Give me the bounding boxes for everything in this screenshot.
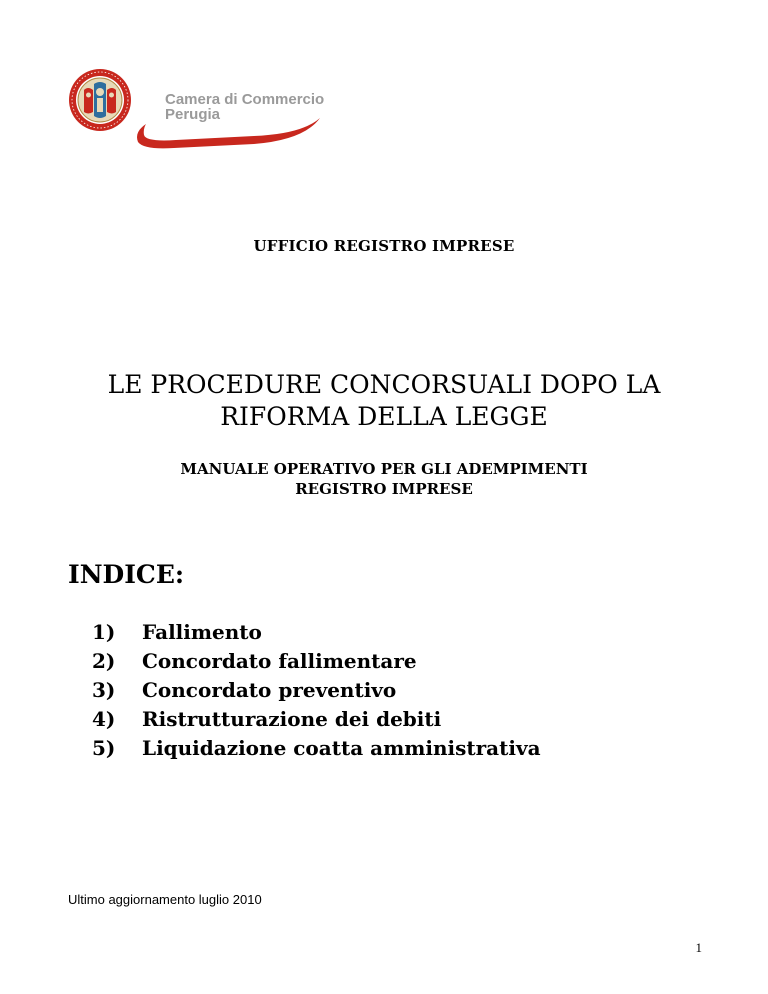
organization-name-line1: Camera di Commercio [165, 91, 325, 108]
last-update-note: Ultimo aggiornamento luglio 2010 [68, 892, 262, 907]
index-item-label: Liquidazione coatta amministrativa [142, 736, 541, 760]
index-item-number: 2) [92, 649, 116, 673]
document-title-line1: LE PROCEDURE CONCORSUALI DOPO LA [107, 370, 661, 399]
seal-logo [68, 68, 132, 132]
logo-swoosh [134, 118, 324, 152]
index-item-number: 1) [92, 620, 116, 644]
index-item [92, 676, 541, 705]
document-subtitle-line1: MANUALE OPERATIVO PER GLI ADEMPIMENTI [180, 460, 588, 478]
index-item [92, 618, 541, 647]
document-subtitle [0, 459, 768, 499]
index-item-label: Fallimento [142, 620, 262, 644]
office-heading: UFFICIO REGISTRO IMPRESE [253, 237, 515, 255]
index-item [92, 705, 541, 734]
chamber-logo [68, 68, 324, 154]
index-item [92, 647, 541, 676]
index-item-label: Concordato fallimentare [142, 649, 417, 673]
index-item-label: Ristrutturazione dei debiti [142, 707, 442, 731]
document-title [0, 369, 768, 433]
index-item-number: 3) [92, 678, 116, 702]
index-list [92, 618, 541, 763]
document-title-line2: RIFORMA DELLA LEGGE [220, 402, 548, 431]
index-item-number: 4) [92, 707, 116, 731]
index-item [92, 734, 541, 763]
organization-name-line2: Perugia [165, 106, 221, 123]
index-item-number: 5) [92, 736, 116, 760]
page-number: 1 [695, 940, 702, 955]
index-item-label: Concordato preventivo [142, 678, 397, 702]
document-subtitle-line2: REGISTRO IMPRESE [295, 480, 473, 498]
index-heading: INDICE: [68, 560, 185, 589]
